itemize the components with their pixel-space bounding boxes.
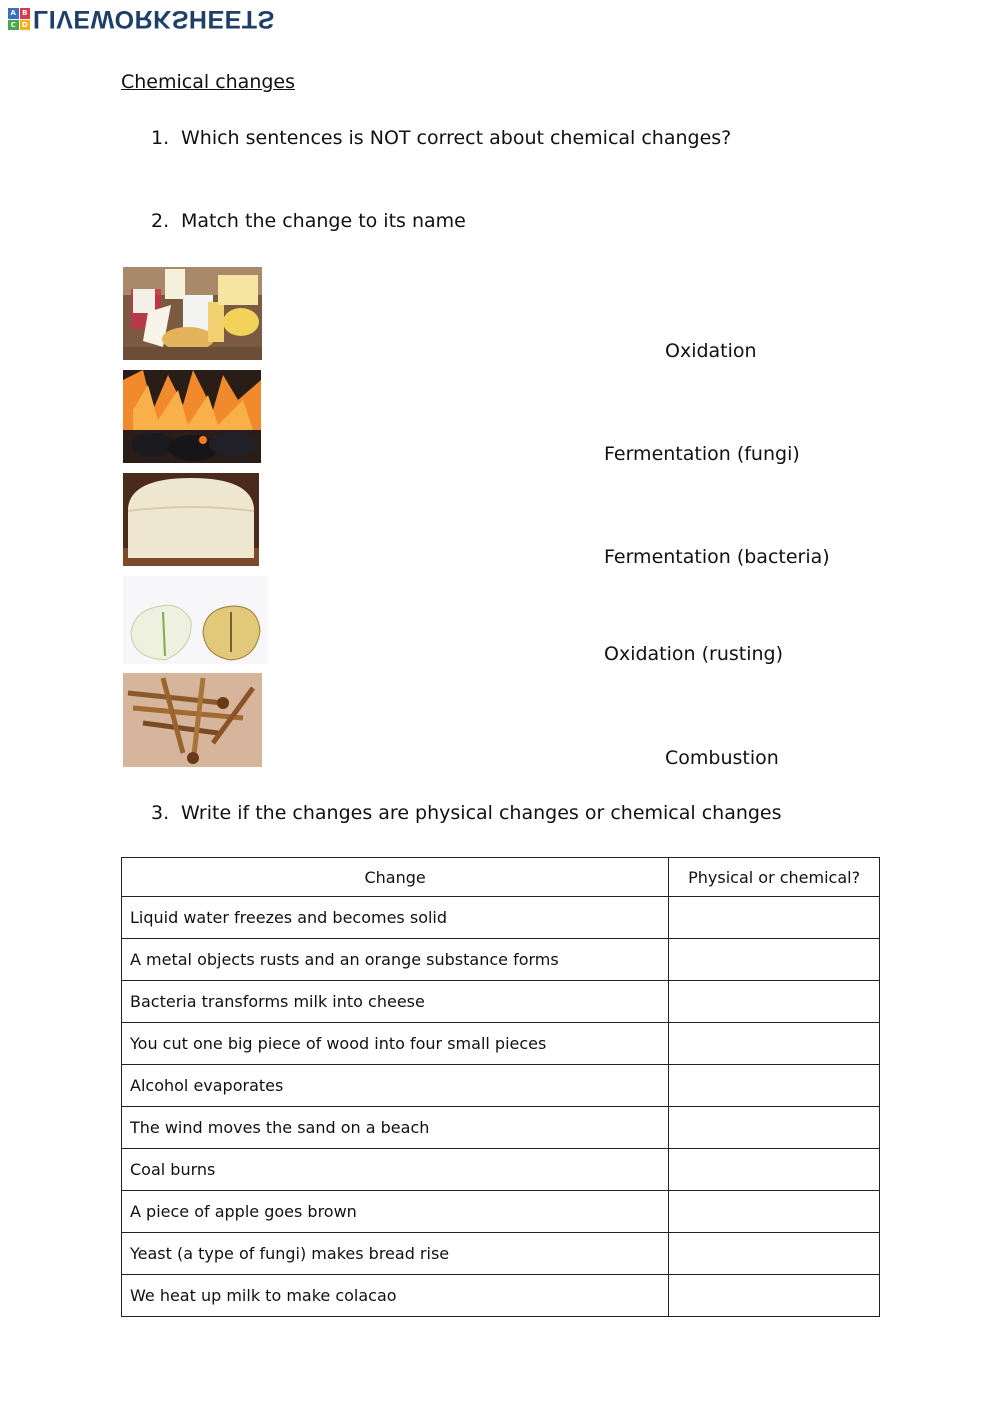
match-label-fermentation-fungi[interactable]: Fermentation (fungi)	[604, 443, 800, 465]
liveworksheets-logo	[8, 6, 275, 32]
match-label-fermentation-bacteria[interactable]: Fermentation (bacteria)	[604, 546, 830, 568]
logo-blocks-icon	[8, 8, 30, 30]
change-cell: We heat up milk to make colacao	[122, 1275, 669, 1317]
rusty-nails-image[interactable]	[123, 673, 262, 767]
change-cell: Liquid water freezes and becomes solid	[122, 897, 669, 939]
table-row	[122, 897, 880, 939]
answer-input[interactable]	[669, 1149, 880, 1191]
table-row	[122, 1065, 880, 1107]
question-text: Match the change to its name	[181, 210, 466, 232]
question-number: 1.	[151, 127, 170, 149]
column-header-change: Change	[122, 858, 669, 897]
change-cell: A piece of apple goes brown	[122, 1191, 669, 1233]
logo-block-icon: D	[20, 20, 31, 31]
change-cell: Alcohol evaporates	[122, 1065, 669, 1107]
logo-block-icon: B	[20, 8, 31, 19]
logo-block-icon: C	[8, 20, 19, 31]
column-header-answer: Physical or chemical?	[669, 858, 880, 897]
match-label-oxidation-rusting[interactable]: Oxidation (rusting)	[604, 643, 784, 665]
table-row	[122, 1149, 880, 1191]
change-cell: The wind moves the sand on a beach	[122, 1107, 669, 1149]
answer-input[interactable]	[669, 897, 880, 939]
question-3	[151, 802, 782, 824]
answer-input[interactable]	[669, 1023, 880, 1065]
table-row	[122, 1191, 880, 1233]
answer-input[interactable]	[669, 939, 880, 981]
logo-text: LIVEWORKSHEETS	[33, 5, 275, 33]
apple-image[interactable]	[123, 576, 268, 664]
table-row	[122, 1233, 880, 1275]
match-label-oxidation[interactable]: Oxidation	[665, 340, 757, 362]
change-cell: You cut one big piece of wood into four small pieces	[122, 1023, 669, 1065]
answer-input[interactable]	[669, 1191, 880, 1233]
answer-input[interactable]	[669, 1065, 880, 1107]
dairy-products-image[interactable]	[123, 267, 262, 360]
change-cell: Coal burns	[122, 1149, 669, 1191]
question-2	[151, 210, 466, 232]
fire-image[interactable]	[123, 370, 261, 463]
answer-input[interactable]	[669, 1233, 880, 1275]
table-row	[122, 1275, 880, 1317]
question-number: 3.	[151, 802, 170, 824]
table-row	[122, 981, 880, 1023]
question-text: Which sentences is NOT correct about chemical changes?	[181, 127, 732, 149]
table-header-row	[122, 858, 880, 897]
question-1	[151, 127, 731, 149]
question-text: Write if the changes are physical changes or chemical changes	[181, 802, 782, 824]
table-row	[122, 1023, 880, 1065]
bread-image[interactable]	[123, 473, 259, 566]
table-row	[122, 939, 880, 981]
answer-input[interactable]	[669, 1275, 880, 1317]
answer-input[interactable]	[669, 1107, 880, 1149]
worksheet-title: Chemical changes	[121, 71, 296, 93]
answer-input[interactable]	[669, 981, 880, 1023]
match-label-combustion[interactable]: Combustion	[665, 747, 779, 769]
changes-table	[121, 857, 880, 1317]
change-cell: Yeast (a type of fungi) makes bread rise	[122, 1233, 669, 1275]
question-number: 2.	[151, 210, 170, 232]
change-cell: Bacteria transforms milk into cheese	[122, 981, 669, 1023]
logo-block-icon: A	[8, 8, 19, 19]
table-row	[122, 1107, 880, 1149]
change-cell: A metal objects rusts and an orange substance forms	[122, 939, 669, 981]
